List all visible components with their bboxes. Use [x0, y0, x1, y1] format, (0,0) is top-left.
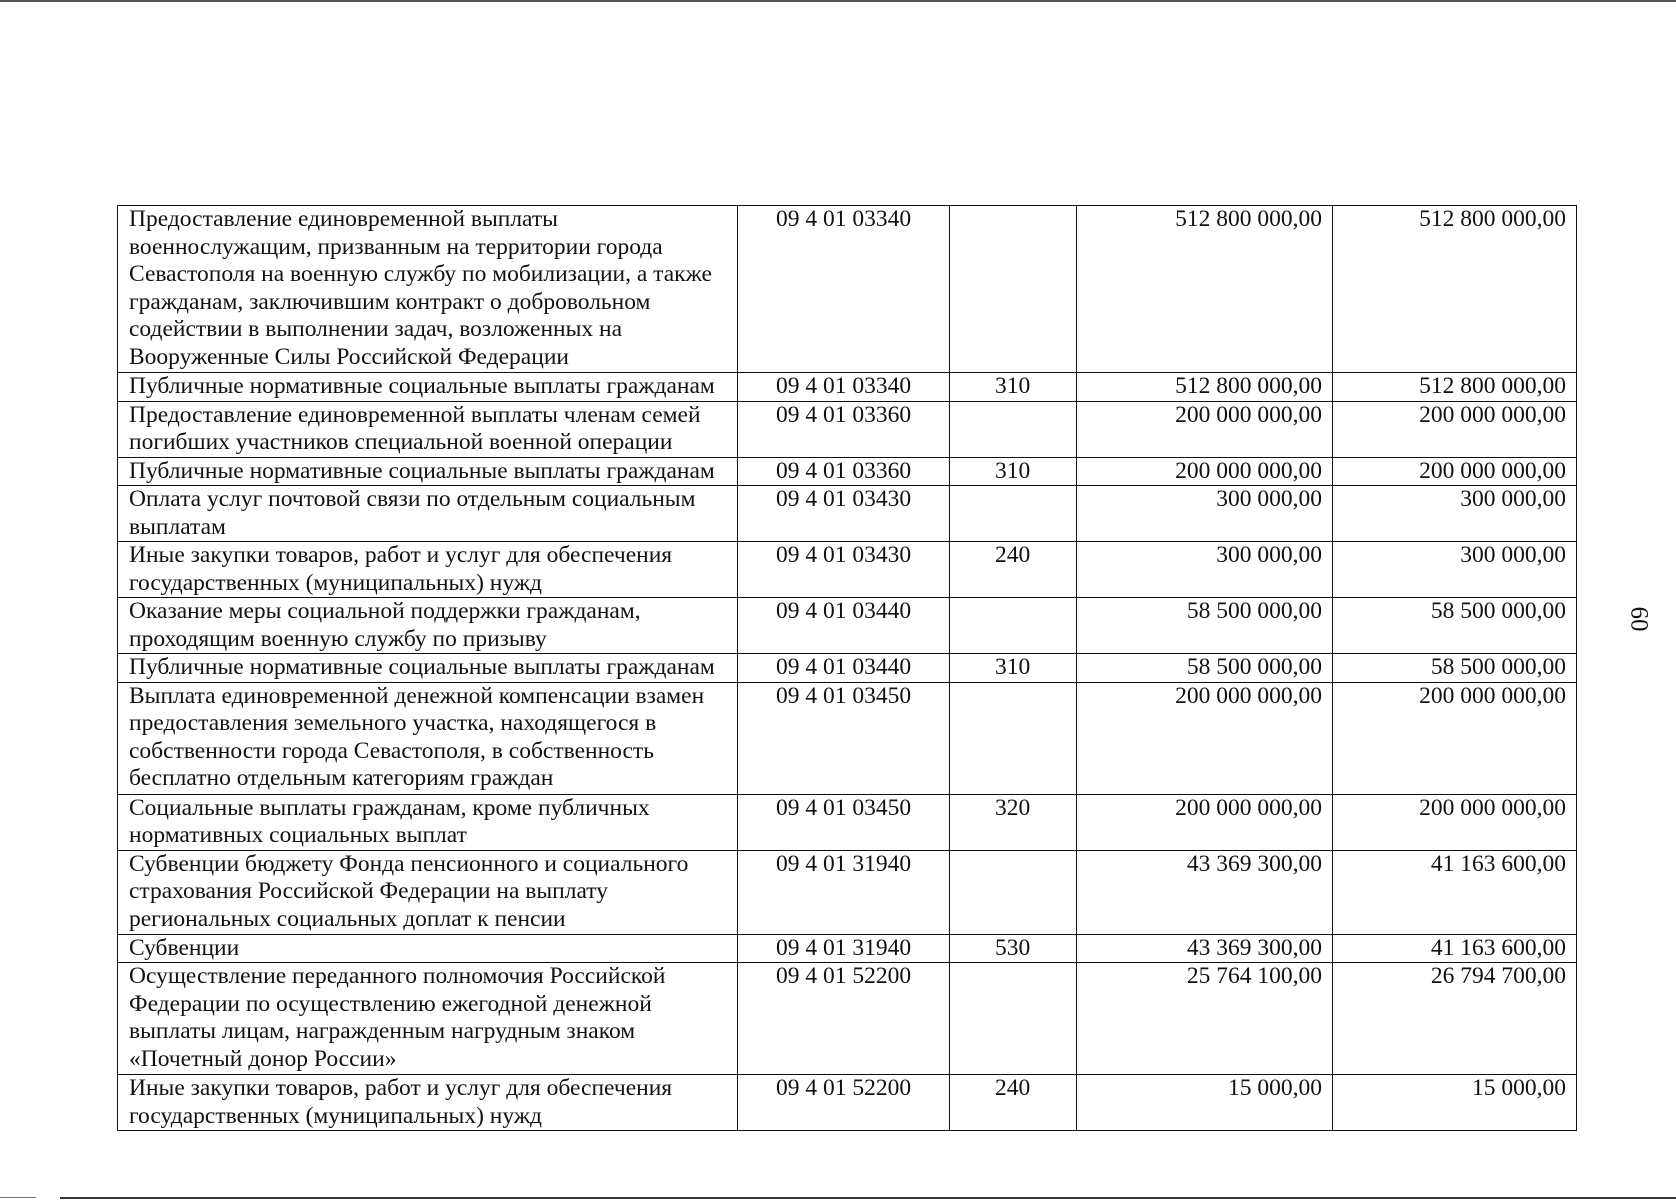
row-code: 09 4 01 03430 [738, 486, 950, 542]
row-amount-2: 512 800 000,00 [1333, 206, 1577, 373]
row-code: 09 4 01 03450 [738, 794, 950, 850]
scan-edge-bottom [60, 1197, 1676, 1199]
row-code: 09 4 01 03430 [738, 542, 950, 598]
budget-table [117, 205, 1577, 1131]
row-amount-1: 43 369 300,00 [1077, 850, 1333, 934]
table-row [118, 486, 1577, 542]
row-expense-type: 310 [950, 457, 1077, 486]
row-expense-type: 320 [950, 794, 1077, 850]
row-code: 09 4 01 31940 [738, 934, 950, 963]
row-code: 09 4 01 03360 [738, 457, 950, 486]
row-name: Предоставление единовременной выплаты членам семей погибших участников специальной военной операции [118, 401, 738, 457]
row-amount-2: 300 000,00 [1333, 542, 1577, 598]
row-amount-2: 41 163 600,00 [1333, 934, 1577, 963]
row-amount-2: 58 500 000,00 [1333, 598, 1577, 654]
row-amount-1: 43 369 300,00 [1077, 934, 1333, 963]
table-row [118, 542, 1577, 598]
row-code: 09 4 01 03440 [738, 654, 950, 683]
row-name: Иные закупки товаров, работ и услуг для обеспечения государственных (муниципальных) нужд [118, 1075, 738, 1131]
row-code: 09 4 01 03340 [738, 206, 950, 373]
row-expense-type [950, 401, 1077, 457]
row-expense-type [950, 682, 1077, 794]
row-expense-type: 310 [950, 654, 1077, 683]
row-expense-type: 240 [950, 1075, 1077, 1131]
row-amount-1: 200 000 000,00 [1077, 457, 1333, 486]
row-amount-1: 300 000,00 [1077, 542, 1333, 598]
table-row [118, 457, 1577, 486]
row-code: 09 4 01 03450 [738, 682, 950, 794]
table-row [118, 1075, 1577, 1131]
row-amount-2: 26 794 700,00 [1333, 963, 1577, 1075]
scan-edge-top [0, 0, 1676, 2]
row-name: Социальные выплаты гражданам, кроме публичных нормативных социальных выплат [118, 794, 738, 850]
row-amount-2: 15 000,00 [1333, 1075, 1577, 1131]
table-row [118, 682, 1577, 794]
table-row [118, 373, 1577, 402]
row-name: Выплата единовременной денежной компенсации взамен предоставления земельного участка, находящегося в собственности города Севастополя, в собственность бесплатно отдельным категориям граждан [118, 682, 738, 794]
row-amount-1: 25 764 100,00 [1077, 963, 1333, 1075]
row-amount-2: 200 000 000,00 [1333, 794, 1577, 850]
row-amount-2: 200 000 000,00 [1333, 401, 1577, 457]
row-name: Предоставление единовременной выплаты военнослужащим, призванным на территории города Севастополя на военную службу по мобилизации, а также гражданам, заключившим контракт о добровольном содействии в выполнении задач, возложенных на Вооруженные Силы Российской Федерации [118, 206, 738, 373]
row-expense-type [950, 963, 1077, 1075]
table-row [118, 850, 1577, 934]
page-number: 60 [1625, 606, 1653, 632]
row-expense-type: 240 [950, 542, 1077, 598]
row-name: Публичные нормативные социальные выплаты гражданам [118, 373, 738, 402]
row-code: 09 4 01 03340 [738, 373, 950, 402]
row-amount-1: 200 000 000,00 [1077, 682, 1333, 794]
row-code: 09 4 01 03440 [738, 598, 950, 654]
row-amount-2: 512 800 000,00 [1333, 373, 1577, 402]
budget-table-body [118, 206, 1577, 1131]
row-code: 09 4 01 31940 [738, 850, 950, 934]
row-amount-1: 58 500 000,00 [1077, 654, 1333, 683]
table-row [118, 963, 1577, 1075]
row-name: Публичные нормативные социальные выплаты гражданам [118, 457, 738, 486]
row-amount-2: 200 000 000,00 [1333, 457, 1577, 486]
row-expense-type: 530 [950, 934, 1077, 963]
row-code: 09 4 01 52200 [738, 1075, 950, 1131]
row-code: 09 4 01 52200 [738, 963, 950, 1075]
row-amount-1: 58 500 000,00 [1077, 598, 1333, 654]
row-name: Публичные нормативные социальные выплаты гражданам [118, 654, 738, 683]
table-row [118, 401, 1577, 457]
row-expense-type [950, 850, 1077, 934]
row-amount-1: 512 800 000,00 [1077, 206, 1333, 373]
row-expense-type [950, 598, 1077, 654]
table-row [118, 934, 1577, 963]
row-amount-2: 300 000,00 [1333, 486, 1577, 542]
row-name: Осуществление переданного полномочия Российской Федерации по осуществлению ежегодной денежной выплаты лицам, награжденным нагрудным знаком «Почетный донор России» [118, 963, 738, 1075]
row-amount-2: 41 163 600,00 [1333, 850, 1577, 934]
row-amount-2: 200 000 000,00 [1333, 682, 1577, 794]
table-row [118, 654, 1577, 683]
row-name: Оказание меры социальной поддержки гражданам, проходящим военную службу по призыву [118, 598, 738, 654]
row-name: Оплата услуг почтовой связи по отдельным социальным выплатам [118, 486, 738, 542]
row-expense-type: 310 [950, 373, 1077, 402]
row-amount-1: 512 800 000,00 [1077, 373, 1333, 402]
row-name: Субвенции [118, 934, 738, 963]
row-name: Иные закупки товаров, работ и услуг для обеспечения государственных (муниципальных) нужд [118, 542, 738, 598]
row-expense-type [950, 486, 1077, 542]
row-name: Субвенции бюджету Фонда пенсионного и социального страхования Российской Федерации на выплату региональных социальных доплат к пенсии [118, 850, 738, 934]
table-row [118, 794, 1577, 850]
row-amount-1: 300 000,00 [1077, 486, 1333, 542]
row-amount-1: 200 000 000,00 [1077, 401, 1333, 457]
table-row [118, 206, 1577, 373]
row-code: 09 4 01 03360 [738, 401, 950, 457]
row-amount-1: 15 000,00 [1077, 1075, 1333, 1131]
row-amount-2: 58 500 000,00 [1333, 654, 1577, 683]
row-expense-type [950, 206, 1077, 373]
scan-edge-bottom-left [0, 1197, 36, 1198]
table-row [118, 598, 1577, 654]
row-amount-1: 200 000 000,00 [1077, 794, 1333, 850]
